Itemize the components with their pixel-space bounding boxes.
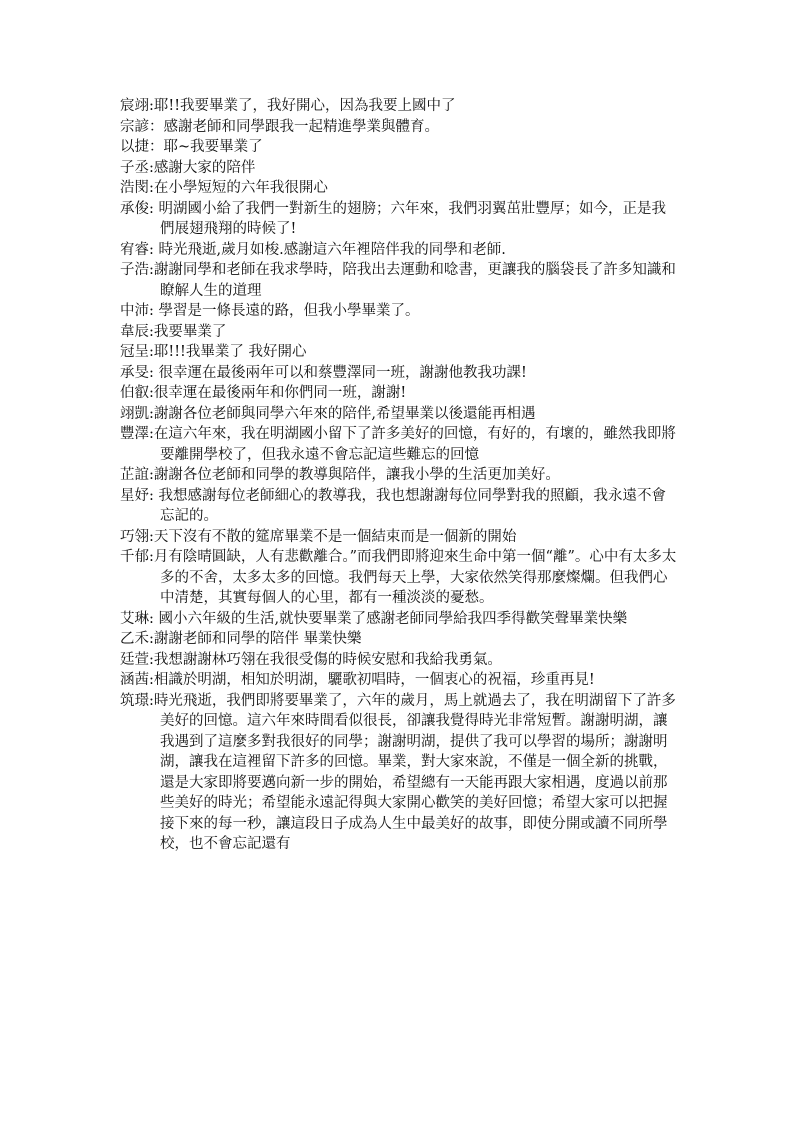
message-entry bbox=[120, 650, 680, 671]
message-entry bbox=[120, 383, 680, 404]
message-text: 在這六年來，我在明湖國小留下了許多美好的回憶，有好的，有壞的，雖然我即將要離開學校了，但我永遠不會忘記這些難忘的回憶 bbox=[153, 426, 676, 463]
student-name: 承俊: bbox=[120, 200, 154, 217]
message-text: 感謝大家的陪伴 bbox=[153, 159, 256, 176]
message-entry bbox=[120, 404, 680, 425]
student-name: 子浩: bbox=[120, 262, 154, 278]
message-entry bbox=[120, 342, 680, 363]
student-name: 筑璟: bbox=[120, 692, 154, 709]
student-name: 乙禾: bbox=[120, 631, 154, 647]
student-name: 韋辰: bbox=[120, 323, 154, 340]
student-name: 星妤: bbox=[120, 487, 154, 504]
message-text: 時光飛逝,歲月如梭.感謝這六年裡陪伴我的同學和老師. bbox=[153, 241, 506, 258]
student-name: 巧翎: bbox=[120, 528, 154, 545]
student-name: 伯叡: bbox=[120, 385, 154, 401]
student-name: 浩閔: bbox=[120, 180, 154, 196]
student-name: 中沛: bbox=[120, 303, 154, 319]
message-text: 謝謝老師和同學的陪伴 畢業快樂 bbox=[153, 631, 362, 647]
student-name: 承旻: bbox=[120, 364, 154, 381]
message-text: 明湖國小給了我們一對新生的翅膀；六年來，我們羽翼茁壯豐厚；如今，正是我們展翅飛翔的時候了! bbox=[153, 200, 666, 237]
message-text: 謝謝各位老師與同學六年來的陪伴,希望畢業以後還能再相遇 bbox=[153, 405, 536, 422]
message-text: 相識於明湖，相知於明湖，驪歌初唱時，一個衷心的祝福，珍重再見! bbox=[153, 672, 595, 688]
message-entry bbox=[120, 199, 680, 240]
message-entry bbox=[120, 465, 680, 486]
message-entry bbox=[120, 527, 680, 548]
message-text: 耶~我要畢業了 bbox=[163, 139, 263, 155]
message-text: 耶!!我要畢業了，我好開心，因為我要上國中了 bbox=[153, 98, 456, 114]
message-text: 耶!!!我畢業了 我好開心 bbox=[153, 344, 307, 360]
student-name: 冠呈: bbox=[120, 344, 154, 360]
message-entry bbox=[120, 486, 680, 527]
message-text: 謝謝同學和老師在我求學時，陪我出去運動和唸書，更讓我的腦袋長了許多知識和瞭解人生的道理 bbox=[153, 262, 676, 299]
message-entry bbox=[120, 547, 680, 609]
student-name: 豐澤: bbox=[120, 426, 154, 442]
message-entry bbox=[120, 301, 680, 322]
message-text: 我要畢業了 bbox=[153, 323, 227, 340]
student-name: 芷誼: bbox=[120, 467, 154, 483]
message-entry bbox=[120, 158, 680, 179]
message-text: 在小學短短的六年我很開心 bbox=[153, 180, 328, 196]
student-name: 廷萱: bbox=[120, 651, 154, 668]
message-entry bbox=[120, 322, 680, 343]
student-name: 千郁: bbox=[120, 549, 154, 565]
message-text: 我想感謝每位老師細心的教導我，我也想謝謝每位同學對我的照顧，我永遠不會忘記的。 bbox=[153, 487, 666, 524]
message-text: 很幸運在最後兩年可以和蔡豐澤同一班，謝謝他教我功課! bbox=[153, 364, 527, 381]
student-name: 以捷： bbox=[120, 139, 164, 155]
student-name: 宗諺： bbox=[120, 118, 164, 135]
message-text: 天下沒有不散的筵席畢業不是一個結束而是一個新的開始 bbox=[153, 528, 517, 545]
message-entry bbox=[120, 137, 680, 158]
document-page bbox=[120, 96, 680, 855]
student-name: 翊凱: bbox=[120, 405, 154, 422]
message-entry bbox=[120, 96, 680, 117]
student-name: 子丞: bbox=[120, 159, 154, 176]
message-text: 學習是一條長遠的路，但我小學畢業了。 bbox=[153, 303, 420, 319]
message-entry bbox=[120, 363, 680, 384]
message-entry bbox=[120, 609, 680, 630]
student-name: 宥睿: bbox=[120, 241, 154, 258]
message-text: 國小六年級的生活,就快要畢業了感謝老師同學給我四季得歡笑聲畢業快樂 bbox=[153, 610, 628, 627]
message-entry bbox=[120, 260, 680, 301]
message-entry bbox=[120, 691, 680, 855]
student-name: 宸翊: bbox=[120, 98, 154, 114]
message-text: 月有陰晴圓缺，人有悲歡離合。”而我們即將迎來生命中第一個“離”。心中有太多太多的不舍，太多太多的回憶。我們每天上學，大家依然笑得那麼燦爛。但我們心中清楚，其實每個人的心里，都有一種淡淡的憂愁。 bbox=[153, 549, 677, 606]
message-entry bbox=[120, 629, 680, 650]
message-entry bbox=[120, 240, 680, 261]
message-text: 我想謝謝林巧翎在我很受傷的時候安慰和我給我勇氣。 bbox=[153, 651, 502, 668]
message-entry bbox=[120, 424, 680, 465]
student-name: 艾琳: bbox=[120, 610, 154, 627]
message-text: 時光飛逝，我們即將要畢業了，六年的歲月，馬上就過去了，我在明湖留下了許多美好的回憶。這六年來時間看似很長，卻讓我覺得時光非常短暫。謝謝明湖，讓我遇到了這麼多對我很好的同學；謝謝明湖，提供了我可以學習的場所；謝謝明湖，讓我在這裡留下許多的回憶。畢業，對大家來說，不僅是一個全新的挑戰，還是大家即將要邁向新一步的開始，希望總有一天能再跟大家相遇，度過以前那些美好的時光；希望能永遠記得與大家開心歡笑的美好回憶；希望大家可以把握接下來的每一秒，讓這段日子成為人生中最美好的故事，即使分開或讀不同所學校，也不會忘記還有 bbox=[153, 692, 676, 852]
message-text: 謝謝各位老師和同學的教導與陪伴，讓我小學的生活更加美好。 bbox=[153, 467, 560, 483]
message-entry bbox=[120, 117, 680, 138]
message-text: 很幸運在最後兩年和你們同一班，謝謝! bbox=[153, 385, 407, 401]
message-entry bbox=[120, 178, 680, 199]
student-name: 涵茜: bbox=[120, 672, 154, 688]
message-entry bbox=[120, 670, 680, 691]
message-text: 感謝老師和同學跟我一起精進學業與體育。 bbox=[163, 118, 439, 135]
